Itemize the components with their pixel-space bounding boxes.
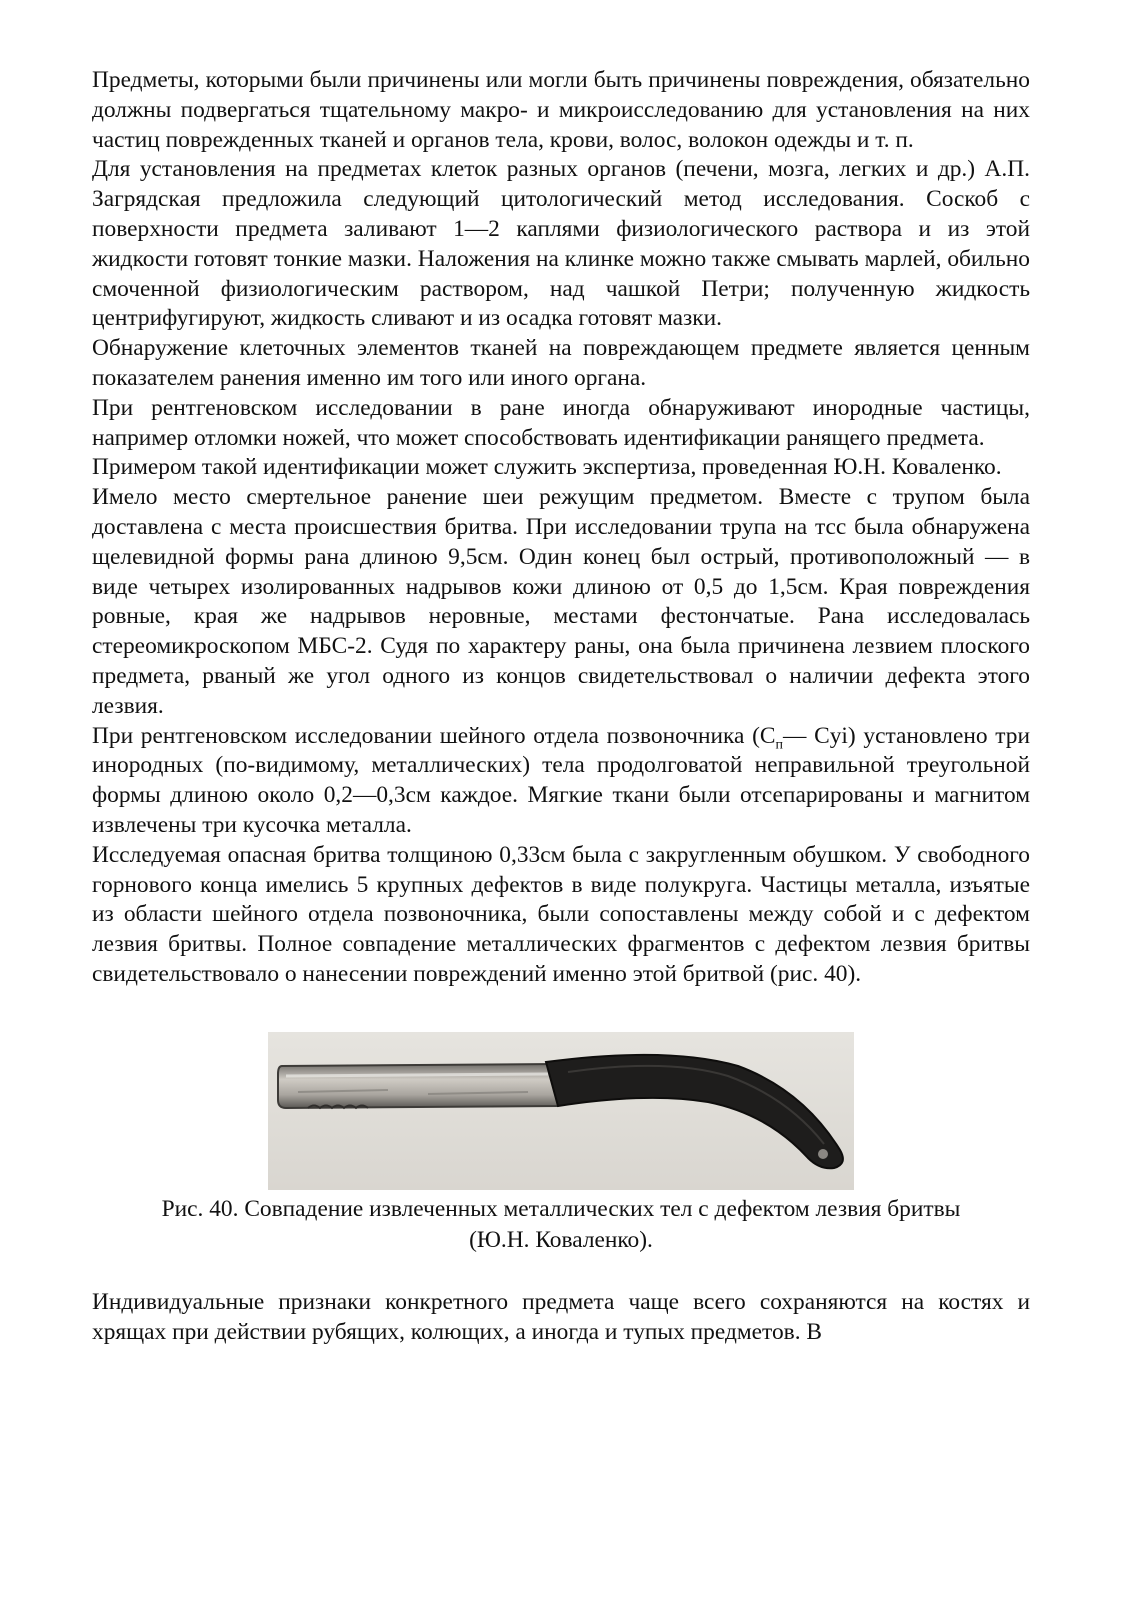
document-page <box>92 66 1030 1347</box>
xray-subscript: п <box>775 737 784 753</box>
paragraph-cytology-method: Для установления на предметах клеток разных органов (печени, мозга, легких и др.) А.П. Загрядская предложила следующий цитологический метод исследования. Соскоб с поверхности предмета заливают 1—2 каплями физиологического раствора и из этой жидкости готовят тонкие мазки. Наложения на клинке можно также смывать марлей, обильно смоченной физиологическим раствором, над чашкой Петри; полученную жидкость центрифугируют, жидкость сливают и из осадка готовят мазки. <box>92 156 1030 332</box>
paragraph-xray-fragments: При рентгеновском исследовании в ране иногда обнаруживают инородные частицы, например отломки ножей, что может способствовать идентификации ранящего предмета. <box>92 394 1030 451</box>
figure-caption-line2: (Ю.Н. Коваленко). <box>469 1226 653 1253</box>
paragraph-xray-spine <box>92 722 1030 841</box>
razor-photo-icon <box>268 1032 854 1190</box>
paragraph-case: Имело место смертельное ранение шеи режущим предметом. Вместе с трупом была доставлена с места происшествия бритва. При исследовании трупа на тсс была обнаружена щелевидной формы рана длиною 9,5см. Один конец был острый, противоположный — в виде четырех изолированных надрывов кожи длиною от 0,5 до 1,5см. Края повреждения ровные, края же надрывов неровные, местами фестончатые. Рана исследовалась стереомикроскопом МБС-2. Судя по характеру раны, она была причинена лезвием плоского предмета, рваный же угол одного из концов свидетельствовал о наличии дефекта этого лезвия. <box>92 484 1030 719</box>
figure-container <box>92 1032 1030 1190</box>
xray-text-after: — Cyi) установлено три инородных (по-видимому, металлических) тела продолговатой неправильной треугольной формы длиною около 0,2—0,3см каждое. Мягкие ткани были отсепарированы и магнитом извлечены три кусочка металла. <box>92 722 1030 838</box>
paragraph-razor: Исследуемая опасная бритва толщиною 0,33см была с закругленным обушком. У свободного горнового конца имелись 5 крупных дефектов в виде полукруга. Частицы металла, изъятые из области шейного отдела позвоночника, были сопоставлены между собой и с дефектом лезвия бритвы. Полное совпадение металлических фрагментов с дефектом лезвия бритвы свидетельствовало о нанесении повреждений именно этой бритвой (рис. 40). <box>92 841 1030 987</box>
paragraph-closing: Индивидуальные признаки конкретного предмета чаще всего сохраняются на костях и хрящах при действии рубящих, колющих, а иногда и тупых предметов. В <box>92 1288 1030 1345</box>
figure-caption-line1: Рис. 40. Совпадение извлеченных металлических тел с дефектом лезвия бритвы <box>161 1195 961 1222</box>
paragraph-cell-elements: Обнаружение клеточных элементов тканей на повреждающем предмете является ценным показателем ранения именно им того или иного органа. <box>92 335 1030 391</box>
paragraph-example: Примером такой идентификации может служить экспертиза, проведенная Ю.Н. Коваленко. <box>92 454 1002 481</box>
xray-text-before: При рентгеновском исследовании шейного отдела позвоночника (С <box>92 722 776 749</box>
paragraph-intro: Предметы, которыми были причинены или могли быть причинены повреждения, обязательно должны подвергаться тщательному макро- и микроисследованию для установления на них частиц поврежденных тканей и органов тела, крови, волос, волокон одежды и т. п. <box>92 67 1030 153</box>
